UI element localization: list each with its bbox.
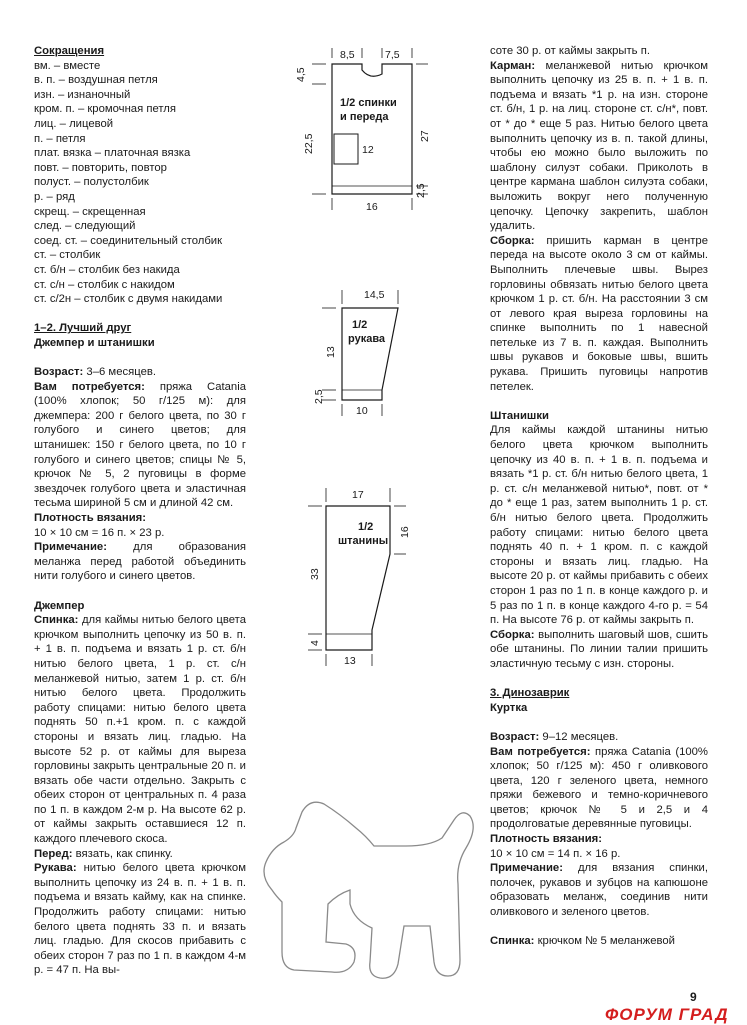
note-paragraph bbox=[34, 540, 246, 584]
dim-sleeve-rib: 2,5 bbox=[313, 389, 325, 404]
dim-pants-rise: 16 bbox=[399, 526, 411, 538]
model3-note-paragraph bbox=[490, 861, 708, 919]
abbreviation-item: ст. б/н – столбик без накида bbox=[34, 263, 180, 276]
age-label: Возраст: bbox=[34, 366, 84, 379]
pocket-paragraph bbox=[490, 59, 708, 234]
back-paragraph bbox=[34, 613, 246, 847]
model3-density-label: Плотность вязания: bbox=[490, 833, 603, 846]
model3-subtitle: Куртка bbox=[490, 701, 528, 714]
dim-pants-height: 33 bbox=[309, 568, 321, 580]
assembly-label: Сборка: bbox=[490, 234, 535, 247]
age-value: 3–6 месяцев. bbox=[83, 366, 157, 379]
model3-back-value: крючком № 5 меланжевой bbox=[534, 935, 675, 948]
pants-assembly-value: выполнить шаговый шов, сшить обе штанины. По линии талии пришить эластичную тесьму с изн. стороны. bbox=[490, 628, 708, 670]
dim-left-height: 22,5 bbox=[303, 133, 315, 154]
dim-sleeve-top: 14,5 bbox=[364, 289, 385, 301]
dim-right-height: 27 bbox=[419, 130, 431, 142]
abbreviation-item: соед. ст. – соединительный столбик bbox=[34, 234, 223, 247]
abbreviation-item: п. – петля bbox=[34, 132, 86, 145]
model3-back-paragraph bbox=[490, 934, 708, 949]
sleeve-label: Рукава: bbox=[34, 862, 77, 875]
page-number: 9 bbox=[690, 990, 697, 1004]
dim-rib: 2,5 bbox=[415, 183, 427, 198]
model3-materials-label: Вам потребуется: bbox=[490, 745, 591, 758]
note-label: Примечание: bbox=[34, 541, 107, 554]
model-title: 1–2. Лучший друг bbox=[34, 322, 132, 335]
abbreviation-item: в. п. – воздушная петля bbox=[34, 74, 158, 87]
sleeve-continuation: соте 30 р. от каймы закрыть п. bbox=[490, 45, 650, 57]
age-paragraph bbox=[34, 365, 246, 380]
model3-note-value: для вязания спинки, полочек, рукавов и зубцов на капюшоне образовать меланж, соединив нити оливкового и зеленого цветов. bbox=[490, 862, 708, 919]
pants-assembly-label: Сборка: bbox=[490, 628, 535, 641]
dim-top-right: 7,5 bbox=[385, 49, 400, 61]
dim-pants-bottom: 13 bbox=[344, 655, 356, 667]
materials-value: пряжа Catania (100% хлопок; 50 г/125 м): для джемпера: 200 г белого цвета, по 30 г голубого и синего цветов; для штанишек: 150 г белого цвета, по 10 г голубого и синего цветов; спицы № 5, крючок № 5, 2 пуговицы в форме звездочек голубого цвета и эластичная тесьма шириной 5 см и длиной 42 см. bbox=[34, 380, 246, 510]
model3-materials-value: пряжа Catania (100% хлопок; 50 г/125 м): 450 г оливкового цвета, 120 г зеленого цвета, немного пряжи бежевого и темно-коричневого цветов; крючок № 5 и 2,5 и 4 продолговатые деревянные пуговицы. bbox=[490, 745, 708, 831]
density-value: 10 × 10 см = 16 п. × 23 р. bbox=[34, 526, 165, 539]
materials-paragraph bbox=[34, 380, 246, 511]
pants-title: Штанишки bbox=[490, 409, 549, 422]
model3-note-label: Примечание: bbox=[490, 862, 563, 875]
back-label: Спинка: bbox=[34, 614, 79, 627]
assembly-paragraph bbox=[490, 234, 708, 395]
left-column bbox=[34, 44, 246, 978]
model3-age-label: Возраст: bbox=[490, 730, 540, 743]
dog-template-silhouette bbox=[254, 792, 490, 1006]
diagram-sleeve bbox=[282, 284, 422, 418]
dim-top-left: 8,5 bbox=[340, 49, 355, 61]
sleeve-value: нитью белого цвета крючком выполнить цепочку из 24 в. п. + 1 в. п. подъема и вязать кайму, как на спинке. Продолжить работу спицами: нитью белого цвета поднять 33 п. и вязать лиц. гладью. Для скосов прибавить с обеих сторон 7 раз по 1 п. в каждом 4-м р. = 47 п. На вы- bbox=[34, 862, 246, 977]
front-label: Перед: bbox=[34, 847, 73, 860]
abbreviation-item: кром. п. – кромочная петля bbox=[34, 103, 176, 116]
jumper-title: Джемпер bbox=[34, 599, 85, 612]
site-watermark-logo: ФОРУМ ГРАД bbox=[605, 1005, 729, 1024]
abbreviation-item: скрещ. – скрещенная bbox=[34, 205, 146, 218]
materials-label: Вам потребуется: bbox=[34, 380, 145, 393]
dim-pants-rib: 4 bbox=[309, 640, 321, 646]
sleeve-paragraph bbox=[34, 861, 246, 978]
diagram-pants-label: штанины bbox=[338, 535, 389, 547]
diagram-pants-frac: 1/2 bbox=[358, 521, 374, 533]
note-value: для образования меланжа перед работой объединить нити голубого и синего цветов. bbox=[34, 541, 246, 583]
dim-bottom: 16 bbox=[366, 201, 378, 213]
abbreviation-item: лиц. – лицевой bbox=[34, 117, 114, 130]
abbreviation-item: р. – ряд bbox=[34, 190, 75, 203]
assembly-value: пришить карман в центре переда на высоте около 3 см от каймы. Выполнить плечевые швы. Вырез горловины обвязать нитью белого цвета крючком 1 р. ст. б/н. На расстоянии 3 см от левого края выреза горловины на спинке выполнить по 1 навесной петельке из 7 в. п. каждая. Выполнить швы рукавов и боковые швы, вшить рукава. Пришить пуговицы напротив петелек. bbox=[490, 234, 708, 393]
model-subtitle: Джемпер и штанишки bbox=[34, 336, 155, 349]
abbreviation-item: повт. – повторить, повтор bbox=[34, 161, 167, 174]
diagram-body-label-2: и переда bbox=[340, 111, 389, 123]
abbreviation-item: ст. с/2н – столбик с двумя накидами bbox=[34, 293, 223, 306]
right-column bbox=[490, 44, 708, 949]
abbreviation-item: ст. с/н – столбик с накидом bbox=[34, 278, 175, 291]
pants-assembly-paragraph bbox=[490, 628, 708, 672]
abbreviations-title: Сокращения bbox=[34, 45, 105, 57]
dim-pants-top: 17 bbox=[352, 489, 364, 501]
pocket-value: меланжевой нитью крючком выполнить цепочку из 25 в. п. + 1 в. п. подъема и вязать *1 р. на изн. стороне ст. б/н, 1 р. на лиц. стороне ст. с/н*, повт. от * до * еще 5 раз. Нитью белого цвета выполнить цепочку из в. п. такой длины, чтобы ею можно было выложить по шаблону силуэт собаки. Приколоть в центре кармана шаблон силуэта собаки, выложить вокруг него полученную цепочку. Цепочку закрепить, шаблон удалить. bbox=[490, 59, 708, 233]
abbreviation-item: ст. – столбик bbox=[34, 249, 101, 262]
dim-neck: 4,5 bbox=[295, 67, 307, 82]
abbreviation-item: полуст. – полустолбик bbox=[34, 176, 149, 189]
back-value: для каймы нитью белого цвета крючком выполнить цепочку из 50 в. п. + 1 в. п. подъема и вязать 1 р. ст. б/н нитью белого цвета, 1 р. ст. с/н меланжевой нитью, затем 1 р. ст. б/н нитью белого цвета. Продолжить работу спицами: нитью белого цвета поднять 50 п.+1 кром. п. с каждой стороны и вязать лиц. гладью. На высоте 52 р. от каймы для выреза горловины закрыть центральные 20 п. и вязать обе части отдельно. Закрыть с обеих сторон от центральных п. 4 раза по 1 п. в каждом 2-м р. На высоте 62 р. от каймы закрыть оставшиеся 12 п. каждого плечевого скоса. bbox=[34, 614, 246, 846]
diagram-sleeve-label: рукава bbox=[348, 333, 386, 345]
diagram-sleeve-frac: 1/2 bbox=[352, 319, 368, 331]
diagram-body bbox=[282, 44, 442, 216]
abbreviation-item: след. – следующий bbox=[34, 220, 136, 233]
density-label: Плотность вязания: bbox=[34, 512, 147, 524]
pants-paragraph: Для каймы каждой штанины нитью белого цвета крючком выполнить цепочку из 40 в. п. + 1 в. п. подъема и вязать *1 р. ст. б/н нитью белого цвета, 1 р. ст. с/н меланжевой нитью*, повт. от * до * еще 1 раз, затем выполнить 1 р. ст. б/н нитью белого цвета. Продолжить работу спицами: нитью белого цвета поднять 40 п. + 1 кром. п. с каждой стороны и вязать лиц. гладью. На высоте 20 р. от каймы прибавить с обеих сторон 1 раз по 1 п. в конце каждого р. и 5 раз по 1 п. в конце каждого 4-го р. = 54 п. На высоте 76 р. от каймы закрыть п. bbox=[490, 424, 708, 627]
front-paragraph bbox=[34, 847, 246, 862]
diagram-pants bbox=[282, 484, 432, 670]
abbreviation-item: вм. – вместе bbox=[34, 59, 101, 72]
front-value: вязать, как спинку. bbox=[72, 847, 173, 860]
model3-density-value: 10 × 10 см = 14 п. × 16 р. bbox=[490, 847, 621, 860]
model3-materials-paragraph bbox=[490, 745, 708, 833]
dim-sleeve-height: 13 bbox=[325, 346, 337, 358]
dim-sleeve-bottom: 10 bbox=[356, 405, 368, 417]
model3-age-value: 9–12 месяцев. bbox=[539, 730, 619, 743]
model3-title: 3. Динозаврик bbox=[490, 687, 570, 700]
diagram-body-label-1: 1/2 спинки bbox=[340, 97, 397, 109]
pocket-label: Карман: bbox=[490, 59, 536, 72]
abbreviations-list bbox=[34, 59, 246, 307]
model3-back-label: Спинка: bbox=[490, 935, 535, 948]
model3-age-paragraph bbox=[490, 730, 708, 745]
abbreviation-item: изн. – изнаночный bbox=[34, 88, 131, 101]
abbreviation-item: плат. вязка – платочная вязка bbox=[34, 147, 191, 160]
dim-pocket: 12 bbox=[362, 144, 374, 156]
